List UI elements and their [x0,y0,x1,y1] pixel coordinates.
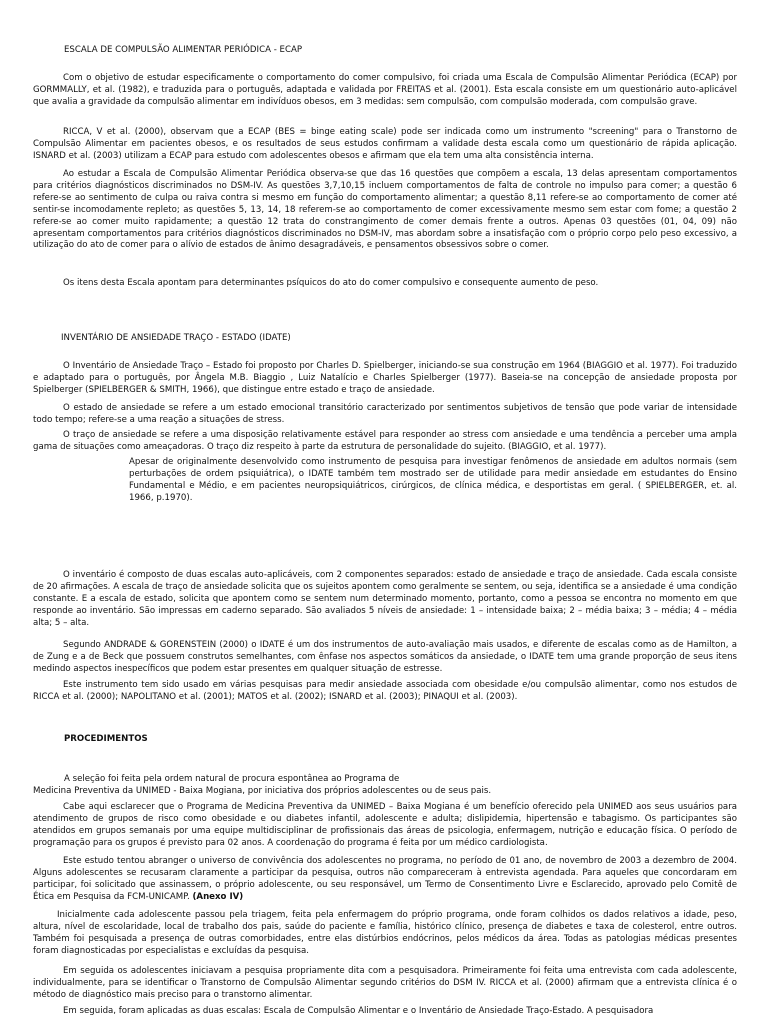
idate-quote: Apesar de originalmente desenvolvido como instrumento de pesquisa para investigar fenômenos de ansiedade em adultos normais (sem perturbações de ordem psiquiátrica), o IDATE também tem mostrado ser de utilidade para medir ansiedade em estudantes do Ensino Fundamental e Médio, e em pacientes neuropsiquiátricos, cirúrgicos, de clínica médica, e desportistas em geral. ( SPIELBERGER, et. al. 1966, p.1970). [129,457,737,503]
ecap-paragraph-4: Os itens desta Escala apontam para determinantes psíquicos do ato do comer compulsivo e consequente aumento de peso. [63,278,599,288]
procedures-line-2: Medicina Preventiva da UNIMED - Baixa Mogiana, por iniciativa dos próprios adolescentes ou de seus pais. [33,786,492,796]
ecap-paragraph-3: Ao estudar a Escala de Compulsão Alimentar Periódica observa-se que das 16 questões que compõem a escala, 13 delas apresentam comportamentos para critérios diagnósticos discriminados no DSM-IV. As questões 3,7,10,15 incluem comportamentos de falta de controle no impulso para comer; a questão 6 refere-se ao sentimento de culpa ou raiva contra si mesmo em função do comportamento alimentar; a questão 8,11 refere-se ao comportamento de comer até sentir-se incomodamente repleto; as questões 5, 13, 14, 18 referem-se ao comportamento de comer excessivamente mesmo sem estar com fome; a questão 2 refere-se ao comer muito rapidamente; a questão 12 trata do constrangimento de comer demais frente a outros. Apenas 03 questões (01, 04, 09) não apresentam comportamentos para critérios diagnósticos discriminados no DSM-IV, mas abordam sobre a insatisfação com o próprio corpo pelo peso excessivo, a utilização do ato de comer para o alívio de estados de ânimo desagradáveis, e pensamentos obsessivos sobre o comer. [33,169,737,251]
idate-paragraph-5: Segundo ANDRADE & GORENSTEIN (2000) o IDATE é um dos instrumentos de auto-avaliação mais usados, e diferente de escalas como as de Hamilton, a de Zung e a de Beck que possuem construtos semelhantes, com ênfase nos aspectos somáticos da ansiedade, o IDATE tem uma grande proporção de seus itens medindo aspectos inespecíficos que podem estar presentes em qualquer situação de estresse. [33,640,737,674]
procedures-paragraph-4: Inicialmente cada adolescente passou pela triagem, feita pela enfermagem do próprio programa, onde foram colhidos os dados relativos a idade, peso, altura, nível de escolaridade, local de trabalho dos pais, saúde do paciente e família, histórico clínico, presença de diabetes e taxa de colesterol, entre outros. Também foi pesquisada a presença de outras comorbidades, entre elas distúrbios endócrinos, pelos médicos da área. Todas as patologias médicas presentes foram diagnosticadas por especialistas e excluídas da pesquisa. [33,910,737,956]
procedures-paragraph-6: Em seguida, foram aplicadas as duas escalas: Escala de Compulsão Alimentar e o Inventário de Ansiedade Traço-Estado. A pesquisadora [63,1006,654,1016]
annex-reference: (Anexo IV) [192,891,244,902]
procedures-paragraph-5: Em seguida os adolescentes iniciavam a pesquisa propriamente dita com a pesquisadora. Primeiramente foi feita uma entrevista com cada adolescente, individualmente, para se identificar o Transtorno de Compulsão Alimentar segundo critérios do DSM IV. RICCA et al. (2000) afirmam que a entrevista clínica é o método de diagnóstico mais preciso para o transtorno alimentar. [33,966,737,1000]
procedures-paragraph-2: Cabe aqui esclarecer que o Programa de Medicina Preventiva da UNIMED – Baixa Mogiana é um benefício oferecido pela UNIMED aos seus usuários para atendimento de grupos de risco como obesidade e ou diabetes infantil, adolescente e adulta; dislipidemia, hipertensão e tabagismo. Os participantes são atendidos em grupos semanais por uma equipe multidisciplinar de profissionais das áreas de psicologia, enfermagem, nutrição e educação física. O período de programação para os grupos é previsto para 02 anos. A coordenação do programa é feita por um médico cardiologista. [33,802,737,848]
ecap-paragraph-1: Com o objetivo de estudar especificamente o comportamento do comer compulsivo, foi criada uma Escala de Compulsão Alimentar Periódica (ECAP) por GORMMALLY, et al. (1982), e traduzida para o português, adaptada e validada por FREITAS et al. (2001). Esta escala consiste em um questionário auto-aplicável que avalia a gravidade da compulsão alimentar em indivíduos obesos, em 3 medidas: sem compulsão, com compulsão moderada, com compulsão grave. [33,73,737,107]
procedures-paragraph-3-text: Este estudo tentou abranger o universo de convivência dos adolescentes no programa, no período de 01 ano, de novembro de 2003 a dezembro de 2004. Alguns adolescentes se recusaram claramente a participar da pesquisa, outros não compareceram à entrevista agendada. Para aqueles que concordaram em participar, foi solicitado que assinassem, o próprio adolescente, ou seu responsável, um Termo de Consentimento Livre e Esclarecido, aprovado pelo Comitê de Ética em Pesquisa da FCM-UNICAMP. [33,856,737,902]
idate-heading: INVENTÁRIO DE ANSIEDADE TRAÇO - ESTADO (IDATE) [61,333,291,343]
procedures-heading: PROCEDIMENTOS [64,734,148,744]
procedures-paragraph-3 [33,856,737,904]
ecap-paragraph-2 [33,127,737,163]
ecap-paragraph-2-text: RICCA, V et al. (2000), observam que a ECAP (BES = binge eating scale) pode ser indicada como um instrumento "screening" para o Transtorno de Compulsão Alimentar em pacientes obesos, e os resultados de seus estudos confirmam a validade desta escala como um questionário de rápida aplicação. ISNARD et al. (2003) utilizam a ECAP para estudo com adolescentes obesos e afirmam que ela tem uma alta consistência interna. [33,127,737,161]
idate-paragraph-4: O inventário é composto de duas escalas auto-aplicáveis, com 2 componentes separados: estado de ansiedade e traço de ansiedade. Cada escala consiste de 20 afirmações. A escala de traço de ansiedade solicita que os sujeitos apontem como geralmente se sentem, ou seja, identifica se a ansiedade é uma condição constante. E a escala de estado, solicita que apontem como se sentem num determinado momento, portanto, como a pessoa se encontra no momento em que responde ao inventário. São impressas em caderno separado. São avaliados 5 níveis de ansiedade: 1 – intensidade baixa; 2 – média baixa; 3 – média; 4 – média alta; 5 – alta. [33,570,737,628]
idate-paragraph-2: O estado de ansiedade se refere a um estado emocional transitório caracterizado por sentimentos subjetivos de tensão que pode variar de intensidade todo tempo; refere-se a uma reação a situações de stress. [33,403,737,425]
ecap-heading: ESCALA DE COMPULSÃO ALIMENTAR PERIÓDICA - ECAP [64,45,303,55]
idate-paragraph-3: O traço de ansiedade se refere a uma disposição relativamente estável para responder ao stress com ansiedade e uma tendência a perceber uma ampla gama de situações como ameaçadoras. O traço diz respeito à parte da estrutura de personalidade do sujeito. (BIAGGIO, et al. 1977). [33,430,737,452]
procedures-line-1: A seleção foi feita pela ordem natural de procura espontânea ao Programa de [64,774,400,784]
idate-paragraph-6: Este instrumento tem sido usado em várias pesquisas para medir ansiedade associada com obesidade e/ou compulsão alimentar, como nos estudos de RICCA et al. (2000); NAPOLITANO et al. (2001); MATOS et al. (2002); ISNARD et al. (2003); PINAQUI et al. (2003). [33,680,737,702]
idate-paragraph-1: O Inventário de Ansiedade Traço – Estado foi proposto por Charles D. Spielberger, iniciando-se sua construção em 1964 (BIAGGIO et al. 1977). Foi traduzido e adaptado para o português, por Ângela M.B. Biaggio , Luiz Natalício e Charles Spielberger (1977). Baseia-se na concepção de ansiedade proposta por Spielberger (SPIELBERGER & SMITH, 1966), que distingue entre estado e traço de ansiedade. [33,361,737,395]
